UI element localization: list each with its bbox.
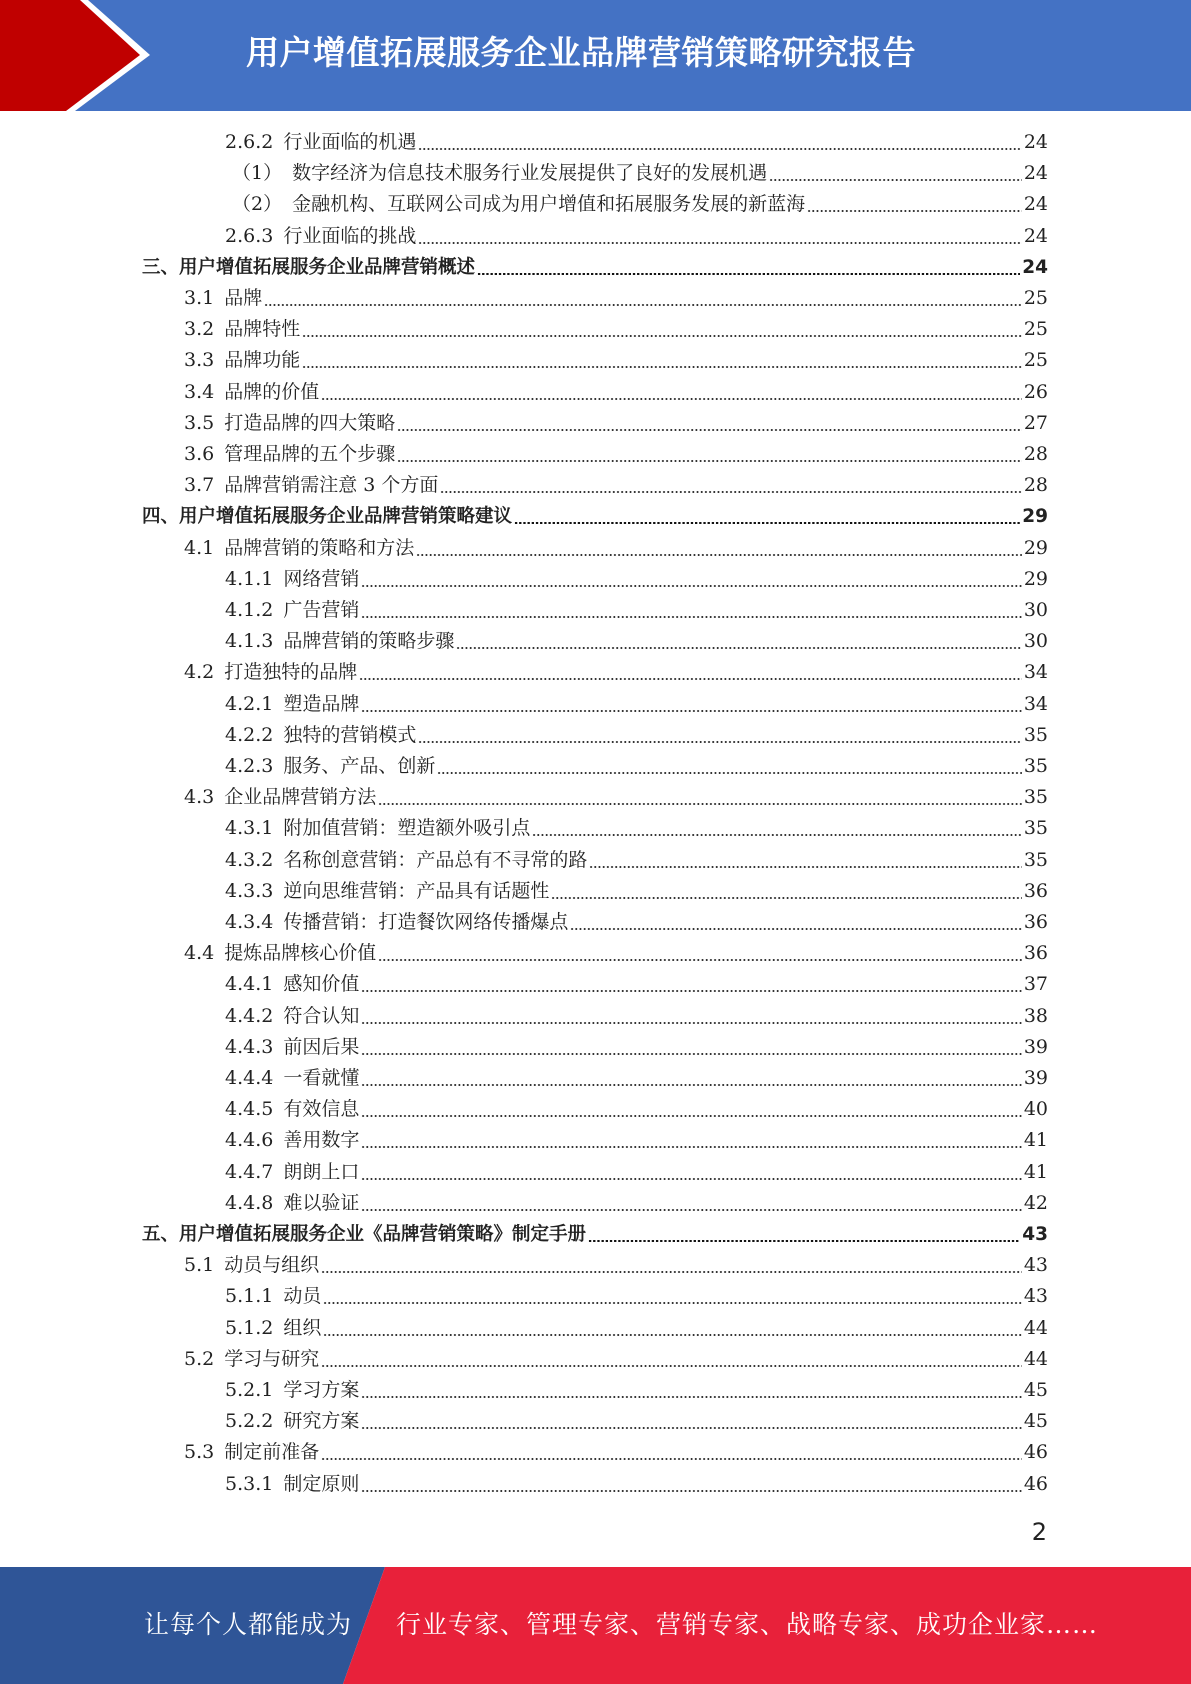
toc-entry-number: 4.4.7 bbox=[225, 1160, 274, 1183]
toc-chapter-entry[interactable] bbox=[142, 501, 1048, 532]
toc-entry-title: 品牌的价值 bbox=[224, 380, 320, 403]
toc-entry[interactable] bbox=[225, 1469, 1048, 1500]
toc-entry[interactable] bbox=[225, 1188, 1048, 1219]
toc-entry[interactable] bbox=[184, 377, 1048, 408]
toc-entry-title: 管理品牌的五个步骤 bbox=[224, 443, 396, 465]
toc-entry-title: 前因后果 bbox=[283, 1035, 360, 1058]
toc-entry[interactable] bbox=[232, 158, 1048, 189]
toc-entry-page: 43 bbox=[1022, 1224, 1048, 1245]
toc-entry[interactable] bbox=[225, 689, 1048, 720]
toc-entry-title: 四、用户增值拓展服务企业品牌营销策略建议 bbox=[142, 506, 513, 528]
toc-entry-number: 4.1.1 bbox=[225, 567, 274, 590]
toc-entry-page: 35 bbox=[1023, 723, 1048, 746]
toc-dot-leader bbox=[418, 148, 1021, 150]
toc-entry-page: 39 bbox=[1023, 1035, 1048, 1058]
toc-entry-number: 4.4.5 bbox=[225, 1098, 274, 1121]
toc-entry-number: 4.3.1 bbox=[225, 817, 274, 840]
footer-slogan-left: 让每个人都能成为 bbox=[144, 1610, 353, 1639]
toc-entry-number: 2.6.2 bbox=[225, 131, 274, 153]
toc-entry-page: 41 bbox=[1023, 1160, 1048, 1183]
toc-dot-leader bbox=[397, 429, 1022, 431]
page-header bbox=[0, 0, 1191, 111]
toc-entry-title: 品牌营销的策略和方法 bbox=[224, 536, 415, 559]
toc-entry-title: 组织 bbox=[283, 1316, 322, 1339]
toc-entry[interactable] bbox=[184, 345, 1048, 376]
toc-dot-leader bbox=[378, 803, 1022, 805]
toc-entry-title: 广告营销 bbox=[283, 599, 360, 621]
toc-dot-leader bbox=[359, 678, 1022, 680]
toc-entry-number: 4.4.2 bbox=[225, 1004, 274, 1027]
toc-entry-title: 网络营销 bbox=[283, 567, 360, 590]
toc-entry-page: 35 bbox=[1023, 848, 1048, 871]
toc-entry-number: 4.4.1 bbox=[225, 973, 274, 996]
toc-dot-leader bbox=[378, 959, 1022, 961]
toc-dot-leader bbox=[361, 710, 1021, 712]
toc-entry-title: 附加值营销：塑造额外吸引点 bbox=[283, 817, 531, 840]
toc-entry-number: 3.6 bbox=[184, 443, 215, 465]
toc-entry-page: 24 bbox=[1023, 193, 1048, 216]
toc-entry-page: 34 bbox=[1023, 661, 1048, 684]
toc-entry-page: 24 bbox=[1023, 131, 1048, 153]
toc-entry-page: 29 bbox=[1023, 567, 1048, 590]
toc-dot-leader bbox=[514, 522, 1020, 524]
toc-entry-number: 4.1 bbox=[184, 536, 215, 559]
toc-dot-leader bbox=[361, 1022, 1021, 1024]
toc-entry-title: 传播营销：打造餐饮网络传播爆点 bbox=[283, 911, 569, 933]
toc-entry-title: 五、用户增值拓展服务企业《品牌营销策略》制定手册 bbox=[142, 1224, 587, 1245]
toc-entry[interactable] bbox=[225, 221, 1048, 252]
toc-entry-number: 4.4.4 bbox=[225, 1067, 274, 1089]
toc-entry[interactable] bbox=[225, 1001, 1048, 1032]
toc-entry-title: 制定前准备 bbox=[224, 1441, 320, 1464]
toc-entry[interactable] bbox=[225, 1375, 1048, 1406]
toc-entry-page: 25 bbox=[1023, 349, 1048, 372]
toc-dot-leader bbox=[321, 1365, 1022, 1367]
toc-entry[interactable] bbox=[184, 1344, 1048, 1375]
toc-entry-number: 5.1.2 bbox=[225, 1316, 274, 1339]
toc-entry[interactable] bbox=[225, 564, 1048, 595]
toc-entry[interactable] bbox=[184, 439, 1048, 470]
toc-entry-number: 3.7 bbox=[184, 474, 215, 497]
toc-entry[interactable] bbox=[225, 1063, 1048, 1094]
toc-entry-number: 4.4.8 bbox=[225, 1191, 274, 1214]
toc-entry-number: 3.3 bbox=[184, 349, 215, 372]
toc-entry[interactable] bbox=[184, 470, 1048, 501]
toc-dot-leader bbox=[361, 1146, 1021, 1148]
toc-entry[interactable] bbox=[225, 751, 1048, 782]
toc-entry-page: 35 bbox=[1023, 786, 1048, 809]
toc-entry-title: 三、用户增值拓展服务企业品牌营销概述 bbox=[142, 256, 476, 278]
toc-entry-title: 品牌功能 bbox=[224, 349, 301, 372]
toc-dot-leader bbox=[361, 1053, 1021, 1055]
toc-entry-title: 提炼品牌核心价值 bbox=[224, 942, 377, 965]
toc-entry-title: 学习与研究 bbox=[224, 1347, 320, 1370]
toc-entry[interactable] bbox=[225, 1032, 1048, 1063]
toc-entry-title: 善用数字 bbox=[283, 1129, 360, 1152]
toc-entry-page: 46 bbox=[1023, 1441, 1048, 1464]
toc-dot-leader bbox=[361, 1209, 1021, 1211]
toc-entry-title: 行业面临的挑战 bbox=[283, 224, 417, 247]
toc-entry-number: 4.2 bbox=[184, 661, 215, 684]
toc-dot-leader bbox=[570, 928, 1021, 930]
toc-dot-leader bbox=[302, 366, 1022, 368]
toc-entry[interactable] bbox=[225, 1281, 1048, 1312]
toc-entry-page: 29 bbox=[1023, 536, 1048, 559]
toc-entry-page: 38 bbox=[1023, 1004, 1048, 1027]
toc-chapter-entry[interactable] bbox=[142, 252, 1048, 283]
toc-entry[interactable] bbox=[225, 813, 1048, 844]
toc-entry-title: 数字经济为信息技术服务行业发展提供了良好的发展机遇 bbox=[292, 162, 768, 185]
toc-entry[interactable] bbox=[184, 782, 1048, 813]
toc-entry-number: 4.3.3 bbox=[225, 879, 274, 902]
toc-dot-leader bbox=[418, 741, 1021, 743]
toc-entry-page: 44 bbox=[1023, 1316, 1048, 1339]
toc-entry-number: 5.3 bbox=[184, 1441, 215, 1464]
toc-entry[interactable] bbox=[232, 189, 1048, 220]
toc-entry[interactable] bbox=[184, 314, 1048, 345]
toc-entry[interactable] bbox=[225, 720, 1048, 751]
toc-entry-page: 25 bbox=[1023, 287, 1048, 309]
toc-entry-number: 3.1 bbox=[184, 287, 215, 309]
toc-dot-leader bbox=[416, 554, 1022, 556]
toc-entry-number: 5.1.1 bbox=[225, 1285, 274, 1308]
toc-dot-leader bbox=[264, 304, 1022, 306]
toc-entry[interactable] bbox=[184, 408, 1048, 439]
toc-entry-title: 行业面临的机遇 bbox=[283, 131, 417, 153]
toc-entry-page: 35 bbox=[1023, 817, 1048, 840]
toc-entry-page: 44 bbox=[1023, 1347, 1048, 1370]
toc-entry-title: 独特的营销模式 bbox=[283, 723, 417, 746]
toc-entry-page: 41 bbox=[1023, 1129, 1048, 1152]
toc-entry[interactable] bbox=[225, 907, 1048, 938]
toc-dot-leader bbox=[361, 1178, 1021, 1180]
toc-entry[interactable] bbox=[225, 127, 1048, 158]
toc-entry-page: 42 bbox=[1023, 1191, 1048, 1214]
toc-entry[interactable] bbox=[225, 1094, 1048, 1125]
toc-dot-leader bbox=[437, 772, 1021, 774]
toc-entry-title: 逆向思维营销：产品具有话题性 bbox=[283, 879, 550, 902]
toc-entry-page: 24 bbox=[1022, 256, 1048, 278]
toc-entry-number: 5.1 bbox=[184, 1254, 215, 1277]
toc-entry-page: 43 bbox=[1023, 1254, 1048, 1277]
page-number: 2 bbox=[1031, 1518, 1047, 1546]
toc-entry-title: 名称创意营销：产品总有不寻常的路 bbox=[283, 848, 588, 871]
toc-entry-number: 4.3 bbox=[184, 786, 215, 809]
toc-entry-title: 品牌特性 bbox=[224, 318, 301, 341]
toc-entry-number: 5.2 bbox=[184, 1347, 215, 1370]
toc-entry-title: 难以验证 bbox=[283, 1191, 360, 1214]
toc-entry[interactable] bbox=[225, 1406, 1048, 1437]
toc-entry-title: 感知价值 bbox=[283, 973, 360, 996]
toc-entry[interactable] bbox=[184, 1250, 1048, 1281]
toc-entry-page: 46 bbox=[1023, 1472, 1048, 1495]
toc-entry-title: 品牌营销需注意 3 个方面 bbox=[224, 474, 439, 497]
toc-dot-leader bbox=[323, 1302, 1021, 1304]
toc-entry-number: 4.4.6 bbox=[225, 1129, 274, 1152]
toc-entry[interactable] bbox=[225, 1157, 1048, 1188]
toc-entry-page: 27 bbox=[1023, 411, 1048, 434]
toc-entry-title: 制定原则 bbox=[283, 1472, 360, 1495]
toc-entry-page: 39 bbox=[1023, 1067, 1048, 1089]
toc-entry-number: 4.2.2 bbox=[225, 723, 274, 746]
toc-entry[interactable] bbox=[184, 938, 1048, 969]
toc-chapter-entry[interactable] bbox=[142, 1219, 1048, 1250]
toc-dot-leader bbox=[456, 647, 1021, 649]
toc-entry-number: 3.5 bbox=[184, 411, 215, 434]
toc-dot-leader bbox=[440, 491, 1021, 493]
toc-dot-leader bbox=[323, 1334, 1021, 1336]
toc-entry-page: 36 bbox=[1023, 911, 1048, 933]
toc-entry-title: 动员与组织 bbox=[224, 1254, 320, 1277]
toc-entry[interactable] bbox=[184, 533, 1048, 564]
toc-entry[interactable] bbox=[225, 595, 1048, 626]
toc-dot-leader bbox=[397, 460, 1022, 462]
toc-dot-leader bbox=[361, 616, 1021, 618]
toc-entry-title: 有效信息 bbox=[283, 1098, 360, 1121]
toc-dot-leader bbox=[551, 897, 1021, 899]
toc-entry-number: （2） bbox=[232, 193, 283, 216]
toc-entry-number: （1） bbox=[232, 162, 283, 185]
toc-entry-number: 5.2.1 bbox=[225, 1379, 274, 1401]
toc-entry-title: 打造独特的品牌 bbox=[224, 661, 358, 684]
toc-entry[interactable] bbox=[184, 657, 1048, 688]
toc-entry-title: 符合认知 bbox=[283, 1004, 360, 1027]
toc-dot-leader bbox=[361, 1084, 1021, 1086]
toc-entry-page: 45 bbox=[1023, 1379, 1048, 1401]
toc-entry-title: 打造品牌的四大策略 bbox=[224, 411, 396, 434]
toc-dot-leader bbox=[418, 242, 1021, 244]
toc-entry[interactable] bbox=[225, 969, 1048, 1000]
toc-entry-page: 26 bbox=[1023, 380, 1048, 403]
toc-entry-title: 一看就懂 bbox=[283, 1067, 360, 1089]
toc-entry-number: 4.1.2 bbox=[225, 599, 274, 621]
toc-entry-page: 43 bbox=[1023, 1285, 1048, 1308]
toc-dot-leader bbox=[361, 990, 1021, 992]
toc-entry-page: 29 bbox=[1022, 506, 1048, 528]
toc-entry-page: 37 bbox=[1023, 973, 1048, 996]
toc-entry-title: 品牌 bbox=[224, 287, 263, 309]
toc-entry-title: 金融机构、互联网公司成为用户增值和拓展服务发展的新蓝海 bbox=[292, 193, 806, 216]
toc-entry-title: 朗朗上口 bbox=[283, 1160, 360, 1183]
toc-entry-page: 28 bbox=[1023, 443, 1048, 465]
toc-dot-leader bbox=[321, 398, 1022, 400]
toc-entry-number: 5.2.2 bbox=[225, 1410, 274, 1433]
toc-dot-leader bbox=[361, 585, 1021, 587]
toc-entry-page: 36 bbox=[1023, 879, 1048, 902]
toc-entry[interactable] bbox=[225, 626, 1048, 657]
toc-dot-leader bbox=[588, 1240, 1020, 1242]
footer-slogan-right: 行业专家、管理专家、营销专家、战略专家、成功企业家…… bbox=[396, 1610, 1099, 1639]
toc-entry-page: 30 bbox=[1023, 630, 1048, 653]
toc-dot-leader bbox=[302, 335, 1022, 337]
toc-entry-number: 2.6.3 bbox=[225, 224, 274, 247]
toc-entry-page: 30 bbox=[1023, 599, 1048, 621]
toc-entry-page: 35 bbox=[1023, 755, 1048, 777]
toc-dot-leader bbox=[361, 1427, 1021, 1429]
toc-entry-number: 4.3.4 bbox=[225, 911, 274, 933]
toc-entry-title: 研究方案 bbox=[283, 1410, 360, 1433]
toc-entry-number: 4.1.3 bbox=[225, 630, 274, 653]
toc-entry-number: 4.3.2 bbox=[225, 848, 274, 871]
toc-entry-number: 4.2.3 bbox=[225, 755, 274, 777]
toc-entry[interactable] bbox=[225, 876, 1048, 907]
toc-entry-number: 5.3.1 bbox=[225, 1472, 274, 1495]
toc-dot-leader bbox=[361, 1396, 1021, 1398]
toc-entry-title: 动员 bbox=[283, 1285, 322, 1308]
toc-entry-page: 34 bbox=[1023, 692, 1048, 715]
toc-entry[interactable] bbox=[184, 283, 1048, 314]
toc-dot-leader bbox=[321, 1458, 1022, 1460]
toc-entry-page: 24 bbox=[1023, 162, 1048, 185]
toc-entry-title: 品牌营销的策略步骤 bbox=[283, 630, 455, 653]
toc-entry-page: 28 bbox=[1023, 474, 1048, 497]
toc-dot-leader bbox=[477, 273, 1020, 275]
toc-entry-page: 45 bbox=[1023, 1410, 1048, 1433]
toc-entry[interactable] bbox=[225, 1125, 1048, 1156]
toc-dot-leader bbox=[589, 866, 1021, 868]
toc-entry[interactable] bbox=[225, 1313, 1048, 1344]
toc-entry-page: 40 bbox=[1023, 1098, 1048, 1121]
toc-dot-leader bbox=[321, 1271, 1022, 1273]
toc-entry-number: 4.4.3 bbox=[225, 1035, 274, 1058]
toc-dot-leader bbox=[361, 1115, 1021, 1117]
toc-entry-title: 学习方案 bbox=[283, 1379, 360, 1401]
toc-entry[interactable] bbox=[184, 1437, 1048, 1468]
toc-entry-title: 企业品牌营销方法 bbox=[224, 786, 377, 809]
document-title: 用户增值拓展服务企业品牌营销策略研究报告 bbox=[246, 33, 916, 72]
toc-entry-page: 24 bbox=[1023, 224, 1048, 247]
toc-entry-title: 塑造品牌 bbox=[283, 692, 360, 715]
toc-dot-leader bbox=[532, 834, 1021, 836]
toc-entry-number: 3.4 bbox=[184, 380, 215, 403]
toc-entry-number: 4.4 bbox=[184, 942, 215, 965]
toc-entry[interactable] bbox=[225, 845, 1048, 876]
toc-dot-leader bbox=[807, 210, 1022, 212]
toc-dot-leader bbox=[769, 179, 1022, 181]
toc-entry-number: 3.2 bbox=[184, 318, 215, 341]
toc-entry-number: 4.2.1 bbox=[225, 692, 274, 715]
toc-entry-title: 服务、产品、创新 bbox=[283, 755, 436, 777]
toc-dot-leader bbox=[361, 1490, 1021, 1492]
toc-entry-page: 36 bbox=[1023, 942, 1048, 965]
toc-entry-page: 25 bbox=[1023, 318, 1048, 341]
page-footer bbox=[0, 1567, 1191, 1684]
